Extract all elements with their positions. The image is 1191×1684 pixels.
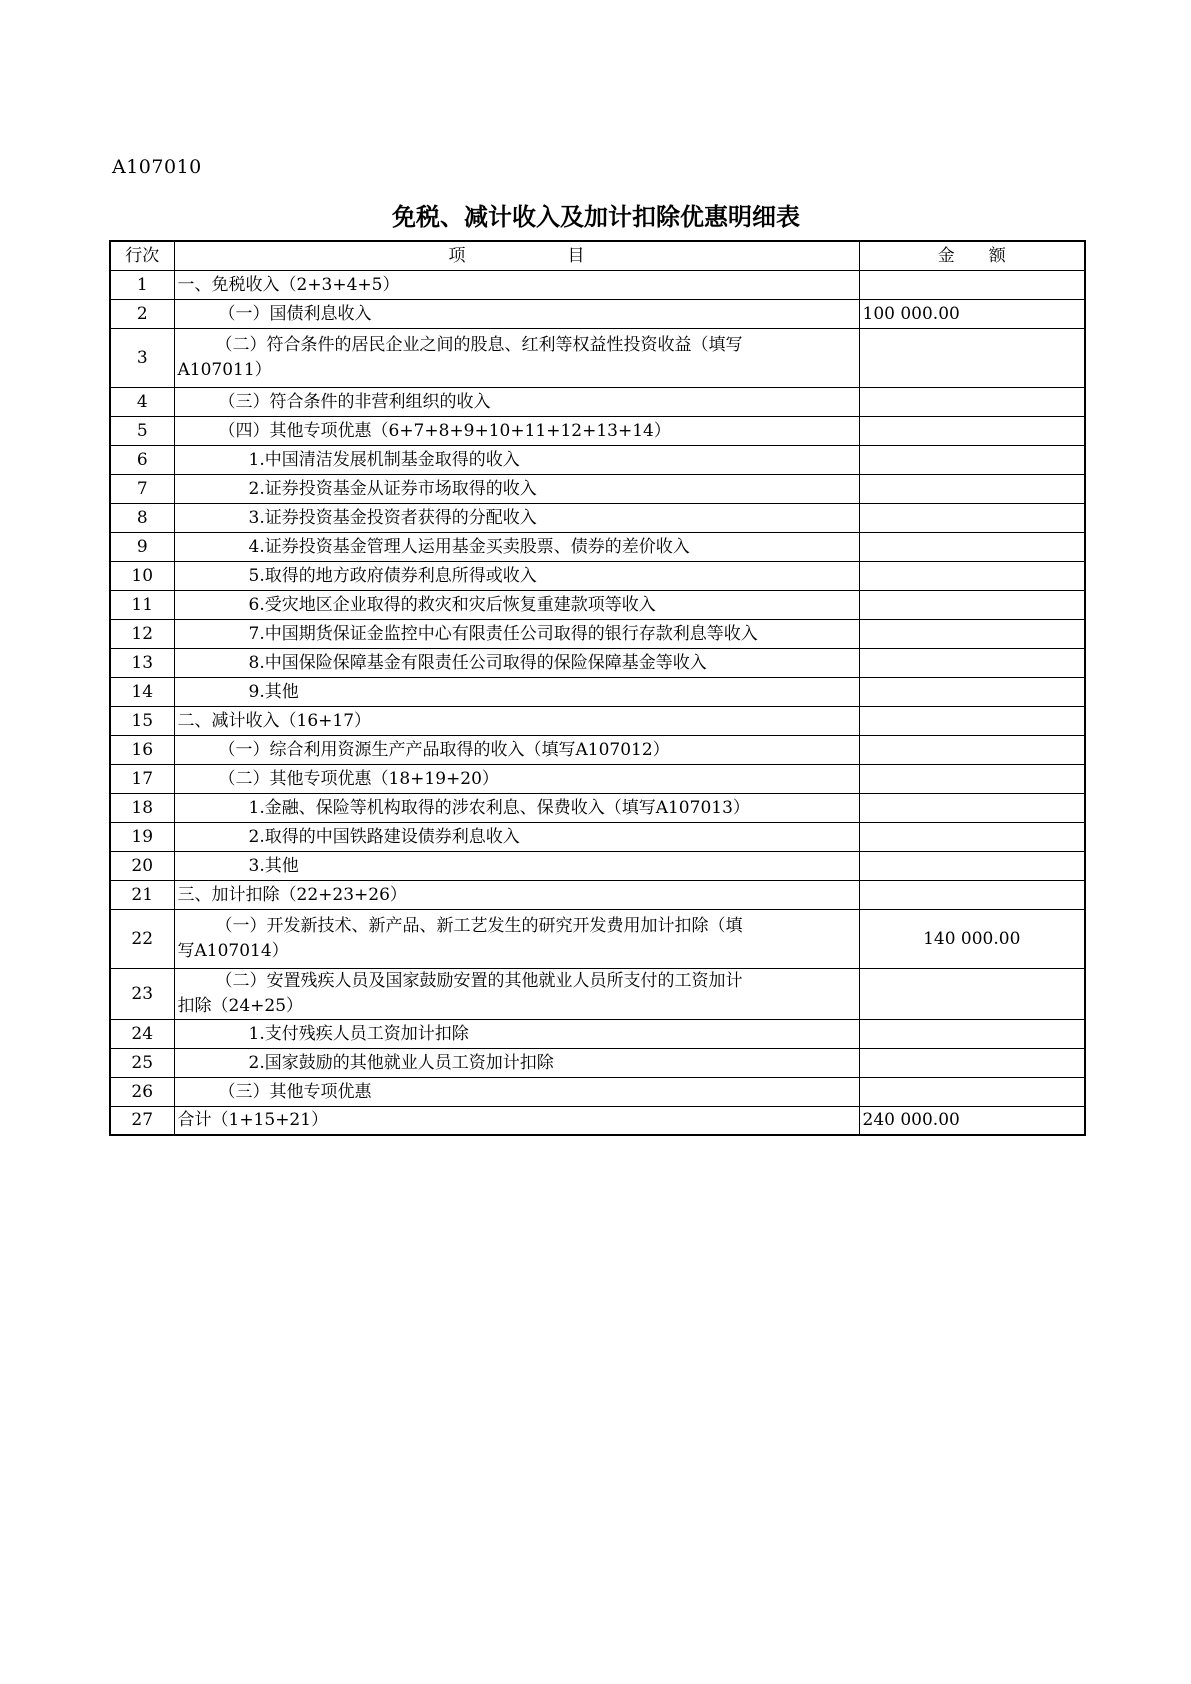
row-item-cell: [174, 909, 859, 968]
row-no: 21: [110, 880, 174, 909]
row-item: 1.金融、保险等机构取得的涉农利息、保费收入（填写A107013）: [248, 797, 750, 818]
row-no: 26: [110, 1077, 174, 1106]
table-row: [110, 1077, 1085, 1106]
row-item: 9.其他: [248, 681, 299, 702]
table-row: [110, 851, 1085, 880]
row-item-cell: [174, 677, 859, 706]
row-item-cell: [174, 764, 859, 793]
row-item-line1: （二）安置残疾人员及国家鼓励安置的其他就业人员所支付的工资加计: [215, 970, 743, 991]
table-row: [110, 445, 1085, 474]
row-amount: [859, 1048, 1085, 1077]
row-no: 4: [110, 387, 174, 416]
row-item-cell: [174, 328, 859, 387]
row-item: 6.受灾地区企业取得的救灾和灾后恢复重建款项等收入: [248, 594, 656, 615]
row-item-cell: [174, 445, 859, 474]
row-no: 17: [110, 764, 174, 793]
row-item: （四）其他专项优惠（6+7+8+9+10+11+12+13+14）: [218, 420, 671, 441]
table-header-row: [110, 241, 1085, 270]
row-no: 9: [110, 532, 174, 561]
table-row: [110, 822, 1085, 851]
row-item: 7.中国期货保证金监控中心有限责任公司取得的银行存款利息等收入: [248, 623, 758, 644]
table-row: [110, 909, 1085, 968]
table-row: [110, 1106, 1085, 1135]
row-no: 12: [110, 619, 174, 648]
row-item: （一）国债利息收入: [218, 303, 372, 324]
row-item-cell: [174, 532, 859, 561]
row-item-cell: [174, 735, 859, 764]
row-amount: [859, 677, 1085, 706]
row-amount: [859, 764, 1085, 793]
row-no: 5: [110, 416, 174, 445]
row-amount: [859, 1019, 1085, 1048]
row-no: 20: [110, 851, 174, 880]
row-item: （二）其他专项优惠（18+19+20）: [218, 768, 499, 789]
row-item-line2: A107011）: [177, 359, 272, 380]
row-no: 6: [110, 445, 174, 474]
table-row: [110, 532, 1085, 561]
table-row: [110, 474, 1085, 503]
row-amount: 240 000.00: [859, 1106, 1085, 1135]
row-item: 5.取得的地方政府债券利息所得或收入: [248, 565, 537, 586]
row-item: 2.证券投资基金从证券市场取得的收入: [248, 478, 537, 499]
row-item: 4.证券投资基金管理人运用基金买卖股票、债券的差价收入: [248, 536, 690, 557]
row-item-cell: [174, 387, 859, 416]
row-amount: [859, 1077, 1085, 1106]
row-no: 15: [110, 706, 174, 735]
table-row: [110, 648, 1085, 677]
row-amount: [859, 822, 1085, 851]
row-item-line2: 写A107014）: [177, 940, 289, 961]
row-no: 8: [110, 503, 174, 532]
table-row: [110, 503, 1085, 532]
row-item-line1: （一）开发新技术、新产品、新工艺发生的研究开发费用加计扣除（填: [215, 915, 743, 936]
row-no: 27: [110, 1106, 174, 1135]
detail-table: [109, 240, 1086, 1136]
row-no: 10: [110, 561, 174, 590]
table-row: [110, 590, 1085, 619]
table-row: [110, 677, 1085, 706]
row-item: 3.其他: [248, 855, 299, 876]
row-amount: [859, 270, 1085, 299]
row-no: 14: [110, 677, 174, 706]
table-row: [110, 1048, 1085, 1077]
row-item: 1.支付残疾人员工资加计扣除: [248, 1023, 469, 1044]
row-amount: 100 000.00: [859, 299, 1085, 328]
row-amount: [859, 590, 1085, 619]
row-item-cell: [174, 1077, 859, 1106]
row-no: 22: [110, 909, 174, 968]
table-row: [110, 968, 1085, 1019]
row-item-cell: [174, 474, 859, 503]
row-amount: [859, 968, 1085, 1019]
header-item: 项 目: [174, 241, 859, 270]
row-item-line2: 扣除（24+25）: [177, 995, 304, 1016]
row-item-line1: （二）符合条件的居民企业之间的股息、红利等权益性投资收益（填写: [215, 334, 743, 355]
table-row: [110, 328, 1085, 387]
row-no: 23: [110, 968, 174, 1019]
row-amount: [859, 474, 1085, 503]
header-row-no: 行次: [110, 241, 174, 270]
row-amount: [859, 532, 1085, 561]
table-row: [110, 619, 1085, 648]
row-amount: [859, 328, 1085, 387]
row-amount: [859, 445, 1085, 474]
table-row: [110, 880, 1085, 909]
row-no: 25: [110, 1048, 174, 1077]
row-no: 1: [110, 270, 174, 299]
row-item-cell: [174, 822, 859, 851]
row-item-cell: [174, 793, 859, 822]
table-row: [110, 561, 1085, 590]
row-item: 合计（1+15+21）: [174, 1106, 859, 1135]
row-amount: [859, 851, 1085, 880]
row-no: 2: [110, 299, 174, 328]
row-item-cell: [174, 299, 859, 328]
row-item: 二、减计收入（16+17）: [174, 706, 859, 735]
table-row: [110, 387, 1085, 416]
row-no: 19: [110, 822, 174, 851]
row-item-cell: [174, 590, 859, 619]
header-amount: 金 额: [859, 241, 1085, 270]
row-item-cell: [174, 416, 859, 445]
row-item: 2.取得的中国铁路建设债券利息收入: [248, 826, 520, 847]
row-item: 一、免税收入（2+3+4+5）: [174, 270, 859, 299]
row-amount: [859, 706, 1085, 735]
row-item-cell: [174, 851, 859, 880]
table-row: [110, 299, 1085, 328]
row-amount: [859, 793, 1085, 822]
row-item: 3.证券投资基金投资者获得的分配收入: [248, 507, 537, 528]
table-row: [110, 735, 1085, 764]
row-item: 8.中国保险保障基金有限责任公司取得的保险保障基金等收入: [248, 652, 707, 673]
row-no: 7: [110, 474, 174, 503]
table-row: [110, 793, 1085, 822]
row-amount: [859, 387, 1085, 416]
row-item-cell: [174, 561, 859, 590]
row-no: 3: [110, 328, 174, 387]
table-row: [110, 270, 1085, 299]
row-amount: [859, 880, 1085, 909]
row-amount: [859, 416, 1085, 445]
row-no: 16: [110, 735, 174, 764]
row-item-cell: [174, 503, 859, 532]
table-row: [110, 1019, 1085, 1048]
table-row: [110, 764, 1085, 793]
row-item: 1.中国清洁发展机制基金取得的收入: [248, 449, 520, 470]
row-item-cell: [174, 968, 859, 1019]
row-amount: [859, 561, 1085, 590]
row-item-cell: [174, 619, 859, 648]
row-item-cell: [174, 1048, 859, 1077]
row-item: （三）其他专项优惠: [218, 1081, 372, 1102]
table-row: [110, 706, 1085, 735]
row-amount: 140 000.00: [859, 909, 1085, 968]
row-amount: [859, 503, 1085, 532]
row-amount: [859, 648, 1085, 677]
page-title: 免税、减计收入及加计扣除优惠明细表: [392, 203, 800, 231]
row-no: 18: [110, 793, 174, 822]
row-no: 24: [110, 1019, 174, 1048]
row-item-cell: [174, 1019, 859, 1048]
row-item-cell: [174, 648, 859, 677]
row-item: （三）符合条件的非营利组织的收入: [218, 391, 491, 412]
row-no: 11: [110, 590, 174, 619]
row-amount: [859, 735, 1085, 764]
row-item: 2.国家鼓励的其他就业人员工资加计扣除: [248, 1052, 554, 1073]
row-item: 三、加计扣除（22+23+26）: [174, 880, 859, 909]
row-amount: [859, 619, 1085, 648]
form-code: A107010: [112, 156, 202, 178]
table-row: [110, 416, 1085, 445]
row-item: （一）综合利用资源生产产品取得的收入（填写A107012）: [218, 739, 670, 760]
row-no: 13: [110, 648, 174, 677]
